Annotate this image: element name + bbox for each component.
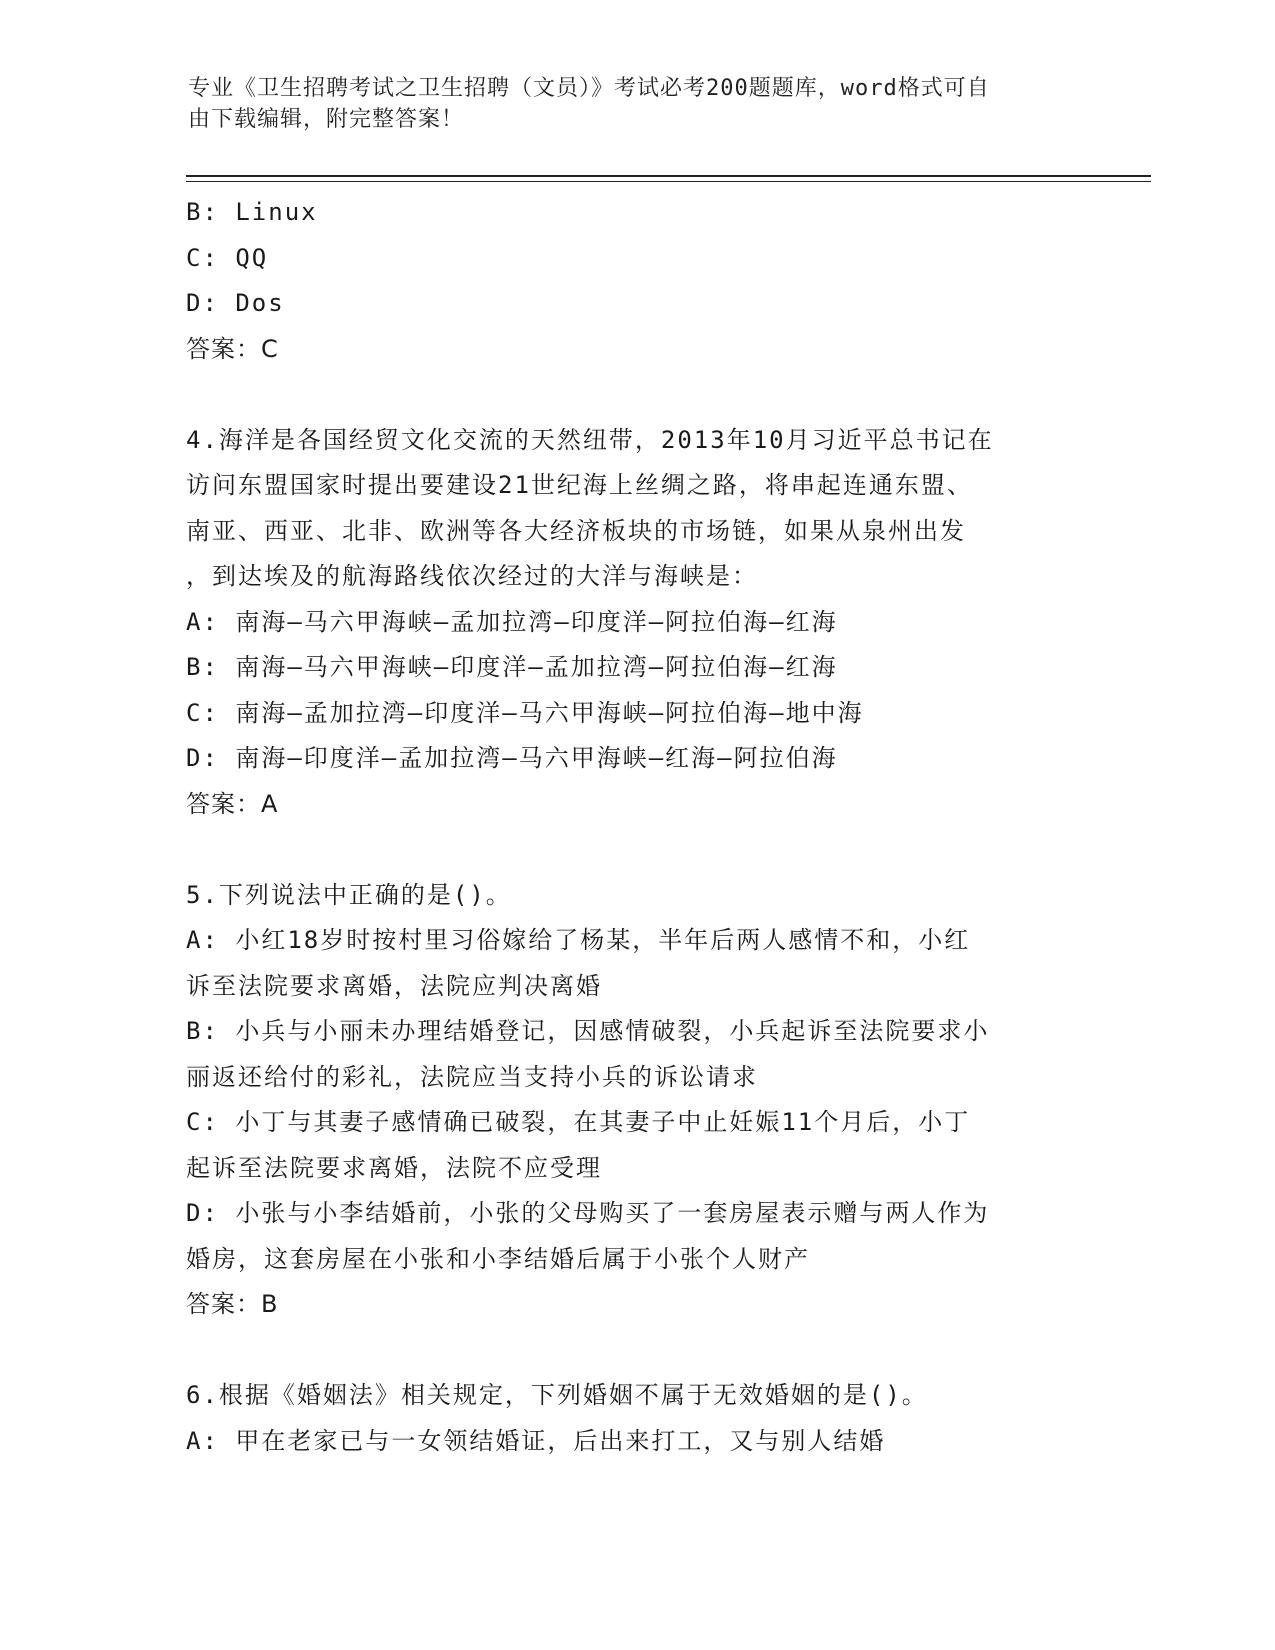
option-b: B: 小兵与小丽未办理结婚登记，因感情破裂，小兵起诉至法院要求小 — [186, 1017, 990, 1045]
question-4 — [186, 418, 1086, 828]
option-a: 诉至法院要求离婚，法院应判决离婚 — [186, 971, 602, 1000]
option-d: D: 小张与小李结婚前，小张的父母购买了一套房屋表示赠与两人作为 — [186, 1199, 990, 1227]
option-a: A: 南海—马六甲海峡—孟加拉湾—印度洋—阿拉伯海—红海 — [186, 607, 838, 636]
page-header — [188, 73, 1088, 135]
option-a: A: 甲在老家已与一女领结婚证，后出来打工，又与别人结婚 — [186, 1426, 886, 1455]
option-c: C: QQ — [186, 243, 269, 272]
answer: 答案：A — [186, 789, 279, 818]
question-stem: 访问东盟国家时提出要建设21世纪海上丝绸之路，将串起连通东盟、 — [186, 471, 973, 499]
header-line: 专业《卫生招聘考试之卫生招聘（文员）》考试必考200题题库，word格式可自 — [188, 76, 990, 101]
option-c: C: 小丁与其妻子感情确已破裂，在其妻子中止妊娠11个月后，小丁 — [186, 1108, 971, 1136]
option-b: 丽返还给付的彩礼，法院应当支持小兵的诉讼请求 — [186, 1062, 758, 1091]
question-6 — [186, 1373, 1086, 1464]
answer: 答案：B — [186, 1290, 279, 1318]
question-3 — [186, 190, 1086, 372]
document-body — [186, 190, 1086, 1464]
option-b: B: 南海—马六甲海峡—印度洋—孟加拉湾—阿拉伯海—红海 — [186, 653, 838, 681]
header-line: 由下载编辑，附完整答案！ — [188, 107, 465, 132]
answer: 答案：C — [186, 334, 279, 363]
question-stem: 南亚、西亚、北非、欧洲等各大经济板块的市场链，如果从泉州出发 — [186, 516, 966, 545]
spacer — [186, 372, 1086, 418]
option-b: B: Linux — [186, 198, 318, 226]
spacer — [186, 827, 1086, 873]
question-stem: 4.海洋是各国经贸文化交流的天然纽带，2013年10月习近平总书记在 — [186, 425, 994, 454]
option-c: C: 南海—孟加拉湾—印度洋—马六甲海峡—阿拉伯海—地中海 — [186, 698, 864, 727]
spacer — [186, 1328, 1086, 1374]
header-divider — [186, 181, 1151, 182]
option-d: 婚房，这套房屋在小张和小李结婚后属于小张个人财产 — [186, 1244, 810, 1273]
question-stem: ，到达埃及的航海路线依次经过的大洋与海峡是： — [186, 562, 758, 590]
header-divider — [186, 175, 1151, 177]
question-5 — [186, 873, 1086, 1328]
option-a: A: 小红18岁时按村里习俗嫁给了杨某，半年后两人感情不和，小红 — [186, 926, 971, 954]
question-stem: 6.根据《婚姻法》相关规定，下列婚姻不属于无效婚姻的是()。 — [186, 1381, 928, 1409]
option-d: D: 南海—印度洋—孟加拉湾—马六甲海峡—红海—阿拉伯海 — [186, 744, 838, 772]
option-d: D: Dos — [186, 289, 285, 317]
option-c: 起诉至法院要求离婚，法院不应受理 — [186, 1153, 602, 1182]
question-stem: 5.下列说法中正确的是()。 — [186, 880, 512, 909]
